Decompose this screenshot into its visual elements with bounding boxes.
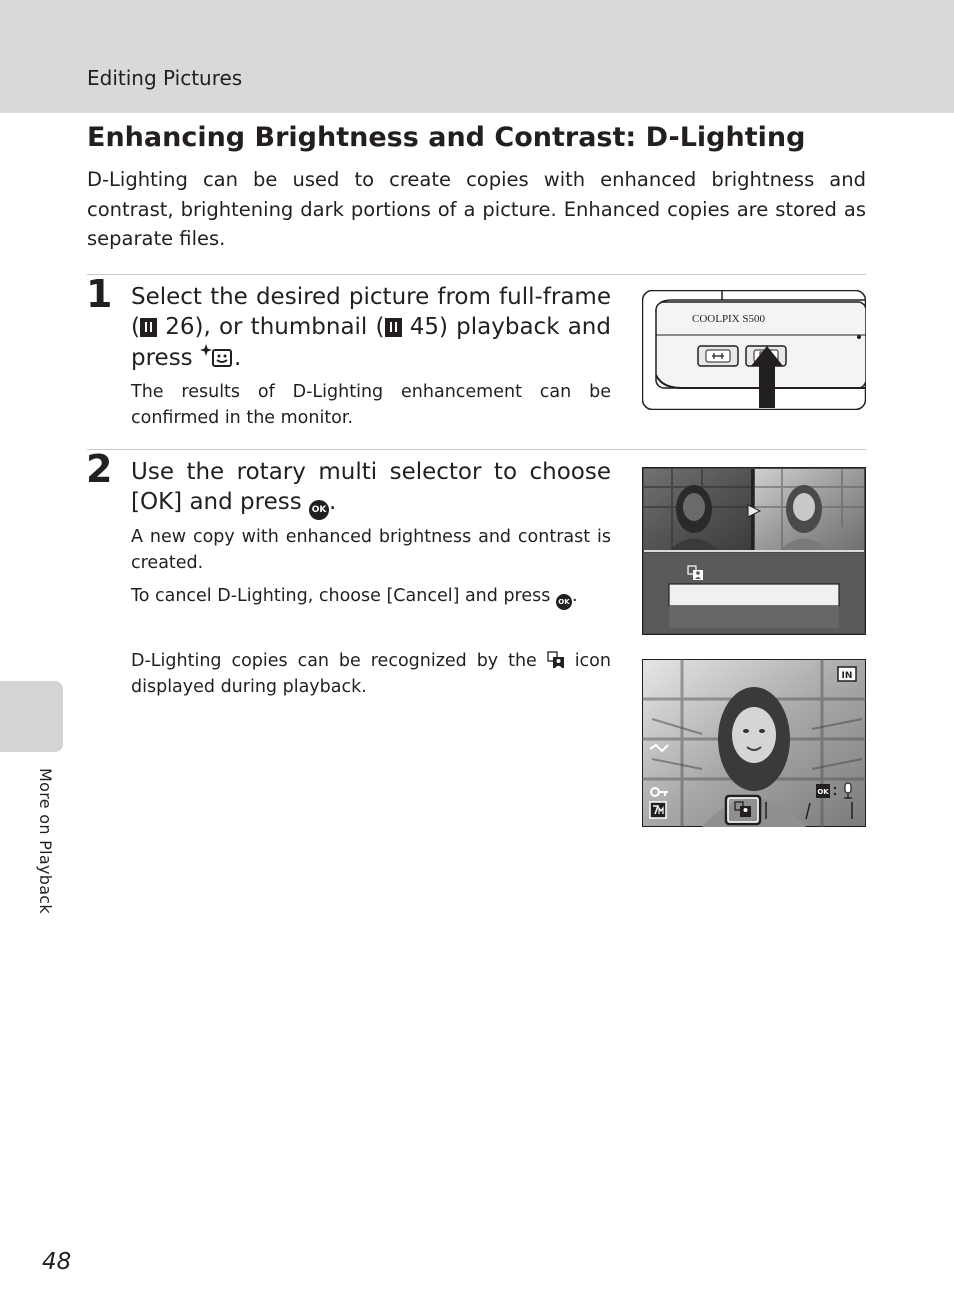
step-2-number: 2	[86, 447, 113, 491]
playback-screen	[642, 659, 866, 827]
ok-option[interactable]	[669, 584, 839, 606]
note-text: D-Lighting copies can be recognized by the icon displayed during playback.	[131, 651, 611, 697]
step-2-body-2: To cancel D-Lighting, choose [Cancel] and press OK .	[131, 584, 611, 610]
intro-paragraph: D-Lighting can be used to create copies with enhanced brightness and contrast, brightening dark portions of a picture. Enhanced copies are stored as separate files.	[87, 168, 866, 250]
section-label: Editing Pictures	[87, 66, 243, 90]
bookmark-icon	[140, 318, 157, 337]
ok-button-icon: OK	[309, 500, 329, 520]
cancel-option[interactable]	[669, 606, 839, 628]
step-1-number: 1	[86, 272, 113, 316]
image-mode-icon	[650, 802, 666, 818]
camera-back-illustration	[642, 290, 866, 410]
step-1-heading: Select the desired picture from full-frame ( 26), or thumbnail ( 45) playback and press .	[131, 284, 611, 371]
d-lighting-button-icon	[200, 342, 234, 368]
original-preview	[644, 469, 751, 550]
bookmark-icon	[385, 318, 402, 337]
d-lighting-monitor-screen	[642, 467, 866, 635]
step-2-heading: Use the rotary multi selector to choose [OK] and press OK .	[131, 457, 611, 520]
step-1-divider	[87, 274, 866, 275]
page-title: Enhancing Brightness and Contrast: D-Lighting	[87, 122, 806, 153]
internal-memory-icon	[838, 667, 856, 681]
step-2-body-1: A new copy with enhanced brightness and contrast is created.	[131, 527, 611, 573]
side-tab-label: More on Playback	[36, 768, 55, 914]
header-band	[0, 0, 954, 113]
d-lighting-icon	[547, 651, 565, 669]
step-2-divider	[87, 449, 866, 450]
page-number: 48	[42, 1249, 72, 1275]
svg-text:IN: IN	[841, 671, 853, 681]
step-1-body: The results of D-Lighting enhancement can be confirmed in the monitor.	[131, 382, 611, 428]
svg-text:OK: OK	[817, 788, 829, 796]
side-tab	[0, 681, 63, 752]
ok-button-icon: OK	[556, 594, 572, 610]
camera-model-label: COOLPIX S500	[692, 313, 766, 325]
enhanced-preview	[755, 469, 864, 550]
